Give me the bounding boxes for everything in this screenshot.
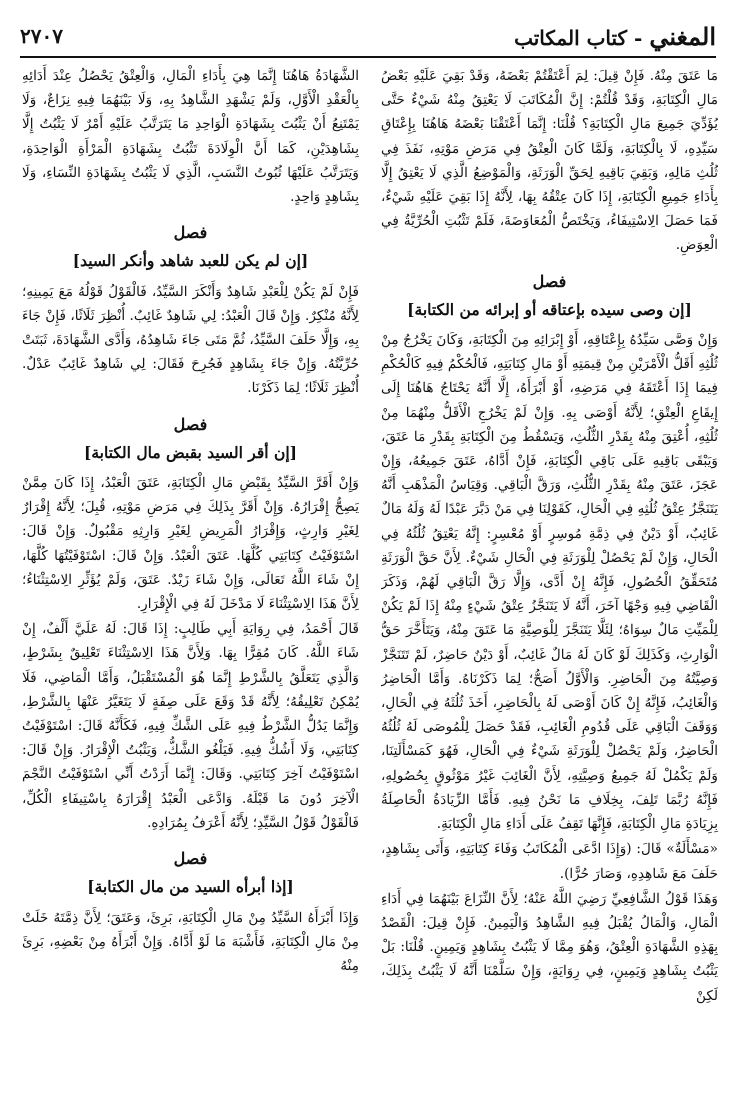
section-heading: فصل <box>173 414 208 434</box>
paragraph: وَإِنْ وَصَّى سَيِّدُهُ بِإِعْتَاقِهِ، أَوْ إِبْرَائِهِ مِنَ الْكِتَابَةِ، وَكَانَ يَخْرُجُ مِنْ ثُلُثِهِ أَقَلُّ الْأَمْرَيْنِ مِنْ قِيمَتِهِ أَوْ مَالِ كِتَابَتِهِ، فَالْحُكْمُ فِيهِ كَالْحُكْمِ فِيمَا إِذَا أَعْتَقَهُ فِي مَرَضِهِ، أَوْ أَبْرَأَهُ، إِلَّا أَنَّهُ يَحْتَاجُ هَاهُنَا إِلَى إِيقَاعِ الْعِتْقِ؛ لِأَنَّهُ أَوْصَى بِهِ. وَإِنْ لَمْ يَخْرُجِ الْأَقَلُّ مِنْهُمَا مِنْ ثُلُثِهِ، أُعْتِقَ مِنْهُ بِقَدْرِ الثُّلُثِ، وَيَسْقُطُ مِنَ الْكِتَابَةِ بِقَدْرِ مَا عَتَقَ، وَيَبْقَى بَاقِيهِ عَلَى بَاقِي الْكِتَابَةِ، فَإِنْ أَدَّاهُ، عَتَقَ جَمِيعُهُ، وَإِنْ عَجَزَ، عَتَقَ مِنْهُ بِقَدْرِ الثُّلُثِ، وَرَقَّ الْبَاقِي. وَقِيَاسُ الْمَذْهَبِ أَنَّهُ يَتَنَجَّزُ عِتْقُ ثُلُثِهِ فِي الْحَالِ، كَقَوْلِنَا فِي مَنْ دَبَّرَ عَبْدًا لَهُ وَلَهُ مَالٌ غَائِبٌ، أَوْ دَيْنٌ فِي ذِمَّةِ مُوسِرٍ أَوْ مُعْسِرٍ: إِنَّهُ يَعْتِقُ ثُلُثُهُ فِي الْحَالِ، وَإِنْ لَمْ يَحْصُلْ لِلْوَرَثَةِ فِي الْحَالِ شَيْءٌ. لِأَنَّ حَقَّ الْوَرَثَةِ مُتَحَقِّقُ الْحُصُولِ، فَإِنَّهُ إِنْ أَدَّى، وَإِلَّا رَقَّ الْبَاقِي لَهُمْ، وَذَكَرَ الْقَاضِي فِيهِ وَجْهًا آخَرَ، أَنَّهُ لَا يَتَنَجَّزُ عِتْقُ شَيْءٍ مِنْهُ إِذَا لَمْ يَكُنْ لِلْمَيِّتِ مَالٌ سِوَاهُ؛ لِئَلَّا يَتَنَجَّزَ لِلْوَصِيَّةِ مَا عَتَقَ مِنْهُ، وَيَتَأَخَّرَ حَقُّ الْوَارِثِ، وَكَذَلِكَ لَوْ كَانَ لَهُ مَالٌ غَائِبٌ، أَوْ دَيْنٌ حَاضِرٌ، لَمْ تَتَنَجَّزْ وَصِيَّتُهُ مِنَ الْحَاضِرِ. وَالْأَوَّلُ أَصَحُّ؛ لِمَا ذَكَرْنَاهُ. وَأَمَّا الْحَاضِرُ وَالْغَائِبُ، فَإِنَّهُ إِنْ كَانَ أَوْصَى لَهُ بِالْحَاضِرِ، أَخَذَ ثُلُثَهُ فِي الْحَالِ، وَوَقَفَ الْبَاقِي عَلَى قُدُومِ الْغَائِبِ، فَقَدْ حَصَلَ لِلْمُوصَى لَهُ ثُلُثُهُ الْحَاضِرُ، وَلَمْ يَحْصُلْ لِلْوَرَثَةِ شَيْءٌ فِي الْحَالِ، فَهُوَ كَمَسْأَلَتِنَا، وَلَمْ يَكْمُلْ لَهُ جَمِيعُ وَصِيَّتِهِ، لِأَنَّ الْغَائِبَ غَيْرُ مَوْثُوقٍ بِحُصُولِهِ، فَإِنَّهُ رُبَّمَا تَلِفَ، بِخِلَافِ مَا نَحْنُ فِيهِ. فَأَمَّا الزِّيَادَةُ الْحَاصِلَةُ بِزِيَادَةِ مَالِ الْكِتَابَةِ، فَإِنَّهَا تَقِفُ عَلَى أَدَاءِ مَالِ الْكِتَابَةِ. <box>381 332 718 833</box>
section-subheading: [إذا أبرأه السيد من مال الكتابة] <box>87 877 294 897</box>
chapter-title: كتاب المكاتب <box>514 25 628 50</box>
paragraph: قَالَ أَحْمَدُ، فِي رِوَايَةِ أَبِي طَالِبٍ: إِذَا قَالَ: لَهُ عَلَيَّ أَلْفٌ، إِنْ شَاءَ اللَّهُ. كَانَ مُقِرًّا بِهَا. وَلِأَنَّ هَذَا الِاسْتِثْنَاءَ تَعْلِيقٌ بِشَرْطٍ، وَالَّذِي يَتَعَلَّقُ بِالشَّرْطِ إِنَّمَا هُوَ الْمُسْتَقْبَلُ، وَأَمَّا الْمَاضِي، فَلَا يُمْكِنُ تَعْلِيقُهُ؛ لِأَنَّهُ قَدْ وَقَعَ عَلَى صِفَةٍ لَا يَتَغَيَّرُ عَنْهَا بِالشَّرْطِ، وَإِنَّمَا يَدُلُّ الشَّرْطُ فِيهِ عَلَى الشَّكِّ فِيهِ، فَكَأَنَّهُ قَالَ: اسْتَوْفَيْتُ كِتَابَتِي، وَلَا أَشُكُّ فِيهِ. فَيَلْغُو الشَّكُّ، وَيَثْبُتُ الْإِقْرَارُ. وَإِنْ قَالَ: اسْتَوْفَيْتُ آخِرَ كِتَابَتِي. وَقَالَ: إِنَّمَا أَرَدْتُ أَنِّي اسْتَوْفَيْتُ النَّجْمَ الْآخِرَ دُونَ مَا قَبْلَهُ. وَادَّعَى الْعَبْدُ إِقْرَارَهُ بِاسْتِيفَاءِ الْكُلِّ، فَالْقَوْلُ قَوْلُ السَّيِّدِ؛ لِأَنَّهُ أَعْرَفُ بِمُرَادِهِ. <box>22 621 359 831</box>
running-title <box>514 22 716 51</box>
text-columns <box>22 64 718 1075</box>
right-column <box>381 64 718 1075</box>
masala-paragraph: «مَسْأَلَةٌ» قَالَ: (وَإِذَا ادَّعَى الْمُكَاتَبُ وَفَاءَ كِتَابَتِهِ، وَأَتَى بِشَاهِدٍ، حَلَفَ مَعَ شَاهِدِهِ، وَصَارَ حُرًّا). <box>381 841 718 882</box>
section-heading: فصل <box>532 271 567 291</box>
paragraph: وَهَذَا قَوْلُ الشَّافِعِيِّ رَضِيَ اللَّهُ عَنْهُ؛ لِأَنَّ النِّزَاعَ بَيْنَهُمَا فِي أَدَاءِ الْمَالِ، وَالْمَالُ يُقْبَلُ فِيهِ الشَّاهِدُ وَالْيَمِينُ. فَإِنْ قِيلَ: الْقَصْدُ بِهَذِهِ الشَّهَادَةِ الْعِتْقُ، وَهُوَ مِمَّا لَا يَثْبُتُ بِشَاهِدٍ وَيَمِينٍ. قُلْنَا: بَلْ يَثْبُتُ بِشَاهِدٍ وَيَمِينٍ، فِي رِوَايَةٍ، وَإِنْ سَلَّمْنَا أَنَّهُ لَا يَثْبُتُ بِذَلِكَ، لَكِنْ <box>381 890 718 1004</box>
book-brand: المغني <box>649 21 716 51</box>
page-header <box>20 18 716 54</box>
section-subheading: [إن وصى سيده بإعتاقه أو إبرائه من الكتابة] <box>407 299 692 319</box>
left-column <box>22 64 359 1075</box>
page-number: ٢٧٠٧ <box>20 24 63 48</box>
paragraph: الشَّهَادَةُ هَاهُنَا إِنَّمَا هِيَ بِأَدَاءِ الْمَالِ، وَالْعِتْقُ يَحْصُلُ عِنْدَ أَدَائِهِ بِالْعَقْدِ الْأَوَّلِ، وَلَمْ يَشْهَدِ الشَّاهِدُ بِهِ، وَلَا بَيْنَهُمَا فِيهِ نِزَاعٌ، وَلَا يَمْتَنِعُ أَنْ يَثْبُتَ بِشَهَادَةِ الْوَاحِدِ مَا يَتَرَتَّبُ عَلَيْهِ أَمْرٌ لَا يَثْبُتُ إِلَّا بِشَاهِدَيْنِ، كَمَا أَنَّ الْوِلَادَةَ تَثْبُتُ بِشَهَادَةِ الْمَرْأَةِ الْوَاحِدَةِ، وَيَتَرَتَّبُ عَلَيْهَا ثُبُوتُ النَّسَبِ، الَّذِي لَا يَثْبُتُ بِشَهَادَةِ النِّسَاءِ، وَلَا بِشَاهِدٍ وَاحِدٍ. <box>22 68 359 206</box>
paragraph: وَإِذَا أَبْرَأَهُ السَّيِّدُ مِنْ مَالِ الْكِتَابَةِ، بَرِئَ، وَعَتَقَ؛ لِأَنَّ ذِمَّتَهُ خَلَتْ مِنْ مَالِ الْكِتَابَةِ، فَأَشْبَهَ مَا لَوْ أَدَّاهُ. وَإِنْ أَبْرَأَهُ مِنْ بَعْضِهِ، بَرِئَ مِنْهُ <box>22 909 359 974</box>
title-separator: - <box>627 25 650 50</box>
paragraph: فَإِنْ لَمْ يَكُنْ لِلْعَبْدِ شَاهِدٌ وَأَنْكَرَ السَّيِّدُ، فَالْقَوْلُ قَوْلُهُ مَعَ يَمِينِهِ؛ لِأَنَّهُ مُنْكِرٌ. وَإِنْ قَالَ الْعَبْدُ: لِي شَاهِدٌ غَائِبٌ. أُنْظِرَ ثَلَاثًا، فَإِنْ جَاءَ بِهِ، وَإِلَّا حَلَفَ السَّيِّدُ، ثُمَّ مَتَى جَاءَ شَاهِدُهُ، وَأَدَّى الشَّهَادَةَ، ثَبَتَتْ حُرِّيَّتُهُ. وَإِنْ جَاءَ بِشَاهِدٍ فَجُرِحَ فَقَالَ: لِي شَاهِدٌ غَائِبٌ عَدْلٌ. أُنْظِرَ ثَلَاثًا؛ لِمَا ذَكَرْنَا. <box>22 283 359 397</box>
section-subheading: [إن أقر السيد بقبض مال الكتابة] <box>84 442 297 462</box>
section-heading: فصل <box>173 849 208 869</box>
section-heading: فصل <box>173 223 208 243</box>
paragraph: وَإِنْ أَقَرَّ السَّيِّدُ بِقَبْضِ مَالِ الْكِتَابَةِ، عَتَقَ الْعَبْدُ، إِذَا كَانَ مِمَّنْ يَصِحُّ إِقْرَارُهُ. وَإِنْ أَقَرَّ بِذَلِكَ فِي مَرَضِ مَوْتِهِ، قُبِلَ؛ لِأَنَّهُ إِقْرَارٌ لِغَيْرِ وَارِثٍ، وَإِقْرَارُ الْمَرِيضِ لِغَيْرِ وَارِثِهِ مَقْبُولٌ. وَإِنْ قَالَ: اسْتَوْفَيْتُ كِتَابَتِي كُلَّهَا. عَتَقَ الْعَبْدُ. وَإِنْ قَالَ: اسْتَوْفَيْتُهَا كُلَّهَا، إِنْ شَاءَ اللَّهُ تَعَالَى، وَإِنْ شَاءَ زَيْدٌ. عَتَقَ، وَلَمْ يُؤَثِّرِ الِاسْتِثْنَاءُ؛ لِأَنَّ هَذَا الِاسْتِثْنَاءَ لَا مَدْخَلَ لَهُ فِي الْإِقْرَارِ. <box>22 475 359 613</box>
header-rule <box>20 56 716 58</box>
section-subheading: [إن لم يكن للعبد شاهد وأنكر السيد] <box>72 251 309 271</box>
paragraph: مَا عَتَقَ مِنْهُ. فَإِنْ قِيلَ: لِمَ أَعْتَقْتُمْ بَعْضَهُ، وَقَدْ بَقِيَ عَلَيْهِ بَعْضُ مَالِ الْكِتَابَةِ، وَقَدْ قُلْتُمْ: إِنَّ الْمُكَاتَبَ لَا يَعْتِقُ مِنْهُ شَيْءٌ حَتَّى يُؤَدِّيَ جَمِيعَ مَالِ الْكِتَابَةِ؟ قُلْنَا: إِنَّمَا أَعْتَقْنَا بَعْضَهُ هَاهُنَا بِإِعْتَاقِ سَيِّدِهِ، لَا بِالْكِتَابَةِ، وَلَمَّا كَانَ الْعِتْقُ فِي مَرَضِ مَوْتِهِ، نَفَذَ فِي ثُلُثِ مَالِهِ، وَبَقِيَ بَاقِيهِ لِحَقِّ الْوَرَثَةِ، وَالْمَوْضِعُ الَّذِي لَا يَعْتِقُ إِلَّا بِأَدَاءِ جَمِيعِ الْكِتَابَةِ، إِذَا كَانَ عِتْقُهُ بِهَا، لِأَنَّهُ إِذَا بَقِيَ عَلَيْهِ شَيْءٌ، فَمَا حَصَلَ الِاسْتِيفَاءُ، وَيَخْتَصُّ الْمُعَاوَضَةَ، فَلَمْ تَثْبُتِ الْحُرِّيَّةُ فِي الْعِوَضِ. <box>381 68 718 254</box>
